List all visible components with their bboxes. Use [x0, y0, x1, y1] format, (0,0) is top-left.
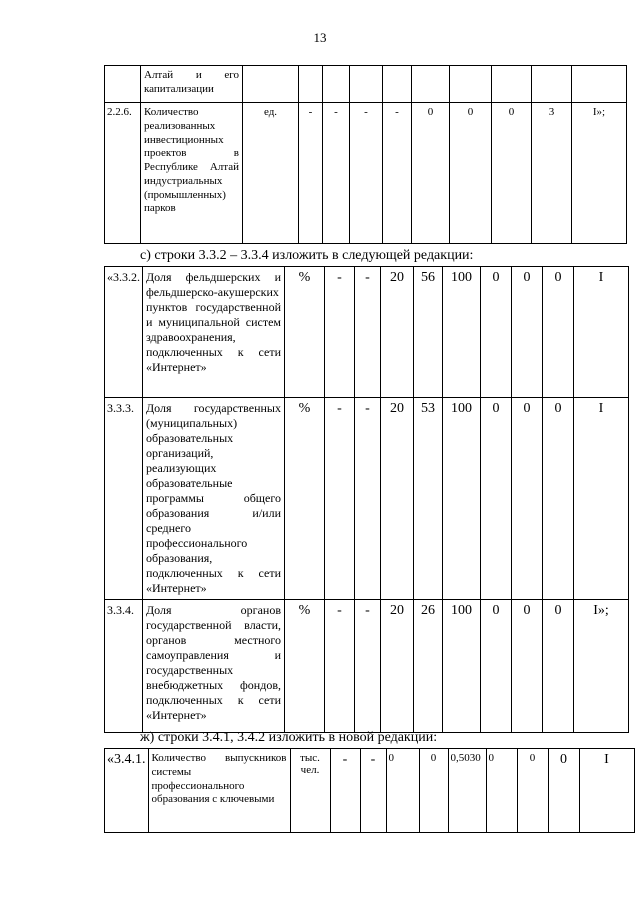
table-row — [105, 66, 627, 103]
row-value: - — [383, 103, 412, 244]
row-description: Количество реализованных инвестиционных проектов в Республике Алтай индустриальных (промышленных) парков — [141, 103, 243, 244]
row-value — [350, 66, 383, 103]
table-indicators-3-4 — [104, 748, 635, 833]
row-value: I — [574, 398, 629, 600]
row-value: 3 — [532, 103, 572, 244]
table-row — [105, 103, 627, 244]
row-value: 0 — [512, 600, 543, 733]
row-description: Доля государственных (муниципальных) образовательных организаций, реализующих образовательные программы общего образования и/или среднего профессионального образования, подключенных к сети «Интернет» — [143, 398, 285, 600]
row-value: 0 — [512, 267, 543, 398]
row-value: - — [325, 600, 355, 733]
row-description: Доля органов государственной власти, органов местного самоуправления и государственных внебюджетных фондов, подключенных к сети «Интернет» — [143, 600, 285, 733]
row-unit: тыс. чел. — [290, 749, 330, 833]
row-id: «3.3.2. — [105, 267, 143, 398]
row-value: 26 — [414, 600, 443, 733]
row-value: - — [323, 103, 350, 244]
row-value: 0 — [481, 600, 512, 733]
table-row — [105, 267, 629, 398]
row-value — [450, 66, 492, 103]
caption-zh: ж) строки 3.4.1, 3.4.2 изложить в новой редакции: — [140, 730, 438, 745]
caption-c: с) строки 3.3.2 – 3.3.4 изложить в следующей редакции: — [140, 248, 474, 263]
row-unit: % — [285, 398, 325, 600]
row-value: - — [355, 398, 381, 600]
row-value: 0 — [517, 749, 548, 833]
row-value: 0 — [543, 398, 574, 600]
row-value: 20 — [381, 267, 414, 398]
row-value: I»; — [574, 600, 629, 733]
row-value: 20 — [381, 600, 414, 733]
row-value: - — [355, 267, 381, 398]
row-value: 0 — [386, 749, 419, 833]
row-value: 0 — [492, 103, 532, 244]
row-value: 100 — [443, 398, 481, 600]
table-indicators-2 — [104, 65, 627, 244]
row-value: 53 — [414, 398, 443, 600]
row-value — [412, 66, 450, 103]
row-id: 3.3.3. — [105, 398, 143, 600]
row-value: - — [350, 103, 383, 244]
row-id — [105, 66, 141, 103]
row-value: - — [325, 267, 355, 398]
row-value: 56 — [414, 267, 443, 398]
row-id: «3.4.1. — [105, 749, 149, 833]
row-description: Доля фельдшерских и фельдшерско-акушерских пунктов государственной и муниципальной систем здравоохранения, подключенных к сети «Интернет» — [143, 267, 285, 398]
table-row — [105, 398, 629, 600]
row-value — [299, 66, 323, 103]
row-value: 0 — [543, 267, 574, 398]
table-indicators-3-3 — [104, 266, 629, 733]
row-value: 100 — [443, 600, 481, 733]
row-value: I — [574, 267, 629, 398]
row-value — [492, 66, 532, 103]
row-unit — [243, 66, 299, 103]
row-value: - — [360, 749, 386, 833]
row-value: 0 — [450, 103, 492, 244]
row-value: - — [299, 103, 323, 244]
row-unit: ед. — [243, 103, 299, 244]
row-value: - — [355, 600, 381, 733]
table-row — [105, 749, 635, 833]
table-row — [105, 600, 629, 733]
row-value: 0 — [481, 398, 512, 600]
row-value: 20 — [381, 398, 414, 600]
row-description: Алтай и его капитализации — [141, 66, 243, 103]
row-value: - — [330, 749, 360, 833]
row-value: I»; — [572, 103, 627, 244]
row-unit: % — [285, 267, 325, 398]
row-description: Количество выпускников системы профессионального образования с ключевыми — [148, 749, 290, 833]
row-id: 2.2.6. — [105, 103, 141, 244]
row-value: 0 — [419, 749, 448, 833]
row-value — [323, 66, 350, 103]
row-value — [532, 66, 572, 103]
row-value: - — [325, 398, 355, 600]
row-value — [572, 66, 627, 103]
row-value: 0,5030 — [448, 749, 486, 833]
row-value: 0 — [412, 103, 450, 244]
row-unit: % — [285, 600, 325, 733]
row-value: 0 — [486, 749, 517, 833]
page-number: 13 — [313, 30, 327, 45]
row-value: 0 — [481, 267, 512, 398]
row-id: 3.3.4. — [105, 600, 143, 733]
row-value: 0 — [548, 749, 579, 833]
row-value: 100 — [443, 267, 481, 398]
row-value: 0 — [512, 398, 543, 600]
row-value: I — [579, 749, 634, 833]
row-value — [383, 66, 412, 103]
row-value: 0 — [543, 600, 574, 733]
